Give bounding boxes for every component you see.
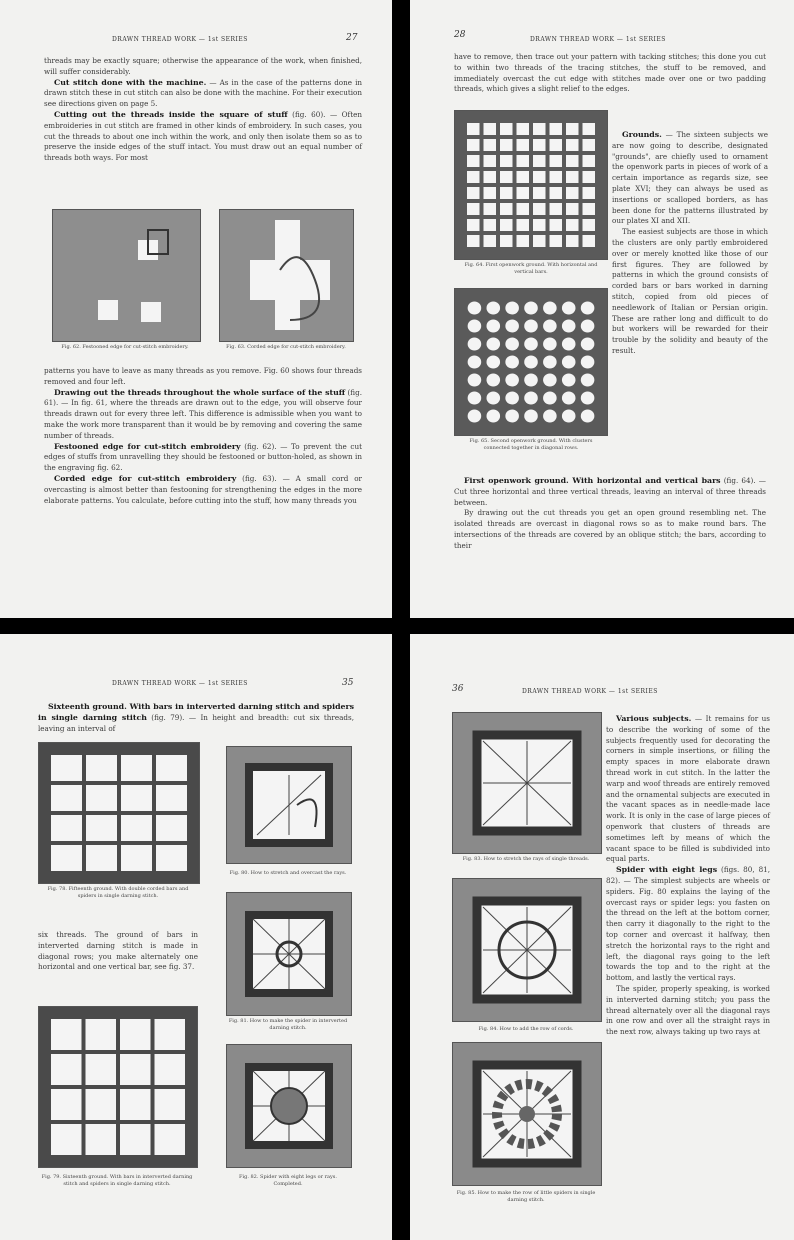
openwork-cell bbox=[566, 219, 579, 231]
paragraph: Cutting out the threads inside the square of stuff (fig. 60). — Often embroideries in cut stitch are framed in other kinds of embroidery. In such cases, you cut the threads to about one inch within the work, and only then isolate them so as to preserve the inside edges of the stuff intact. You must draw out an equal number of threads both ways. For most bbox=[44, 109, 362, 163]
openwork-cell bbox=[550, 187, 563, 199]
openwork-cell bbox=[468, 302, 482, 315]
openwork-cell bbox=[533, 235, 546, 247]
openwork-cell bbox=[500, 139, 513, 151]
paragraph: have to remove, then trace out your pattern with tacking stitches; this done you cut to within two threads of the tracing stitches, the stuff to be removed, and immediately overcast the cut edge with stitches made over one or two padding threads, which gives a slight relief to the edges. bbox=[454, 52, 766, 94]
openwork-cell bbox=[486, 410, 500, 423]
openwork-cell bbox=[517, 235, 530, 247]
caption-fig-81: Fig. 81. How to make the spider in interverted darning stitch. bbox=[228, 1018, 348, 1031]
text-lead bbox=[38, 702, 354, 734]
openwork-cell bbox=[500, 187, 513, 199]
paragraph: threads may be exactly square; otherwise the appearance of the work, when finished, will suffer considerably. bbox=[44, 56, 362, 76]
text-tail bbox=[454, 476, 766, 552]
caption-fig-85: Fig. 85. How to make the row of little spiders in single darning stitch. bbox=[456, 1190, 596, 1203]
openwork-cell bbox=[566, 123, 579, 135]
openwork-cell bbox=[583, 219, 596, 231]
openwork-cell bbox=[583, 139, 596, 151]
openwork-cell bbox=[533, 203, 546, 215]
openwork-cell bbox=[517, 203, 530, 215]
openwork-cell bbox=[550, 235, 563, 247]
openwork-cell bbox=[468, 374, 482, 387]
openwork-cell bbox=[468, 320, 482, 333]
paragraph: Spider with eight legs (figs. 80, 81, 82). — The simplest subjects are wheels or spiders. Fig. 80 explains the laying of the overcast rays or spider legs: you fasten on the thread on the left at the bottom corner, then carry it diagonally to the right to the top corner and overcast it halfway, then stretch the horizontal rays to the right and left, the diagonal rays going to the left towards the top and to the right at the bottom, and lastly the vertical rays. bbox=[606, 865, 771, 983]
paragraph: Festooned edge for cut-stitch embroidery (fig. 62). — To prevent the cut edges of stuffs from unravelling they should be festooned or button-holed, as shown in the engraving fig. 62. bbox=[44, 441, 362, 473]
openwork-cell bbox=[468, 410, 482, 423]
caption-fig-82: Fig. 82. Spider with eight legs or rays. Completed. bbox=[239, 1174, 337, 1187]
figure-85 bbox=[452, 1042, 602, 1186]
openwork-cell bbox=[484, 123, 497, 135]
caption-fig-83: Fig. 83. How to stretch the rays of single threads. bbox=[462, 856, 590, 862]
openwork-cell bbox=[566, 139, 579, 151]
openwork-cell bbox=[505, 338, 519, 351]
paragraph: Corded edge for cut-stitch embroidery (fig. 63). — A small cord or overcasting is almost better than festooning for strengthening the edges in the more elaborate patterns. You calculate, before cutting into the stuff, how many threads you bbox=[44, 473, 362, 505]
text-block-bottom bbox=[44, 366, 362, 506]
caption-fig-79: Fig. 79. Sixteenth ground. With bars in interverted darning stitch and spiders in single darning stitch. bbox=[41, 1174, 193, 1187]
openwork-cell bbox=[517, 155, 530, 167]
openwork-cell bbox=[543, 320, 557, 333]
page-number: 36 bbox=[452, 684, 464, 694]
openwork-cell bbox=[467, 171, 480, 183]
openwork-cell bbox=[581, 356, 595, 369]
openwork-cell bbox=[484, 187, 497, 199]
openwork-cell bbox=[484, 235, 497, 247]
running-header: DRAWN THREAD WORK — 1st SERIES bbox=[530, 36, 666, 43]
openwork-cell bbox=[86, 815, 117, 841]
openwork-cell bbox=[550, 171, 563, 183]
page-number: 28 bbox=[454, 30, 466, 40]
openwork-cell bbox=[120, 1124, 151, 1155]
openwork-cell bbox=[533, 139, 546, 151]
openwork-cell bbox=[524, 392, 538, 405]
running-header: DRAWN THREAD WORK — 1st SERIES bbox=[522, 688, 658, 695]
paragraph: The easiest subjects are those in which the clusters are only partly embroidered over or merely knotted like those of our first figures. They are followed by patterns in which the ground consists of corded bars or bars worked in darning stitch, copied from old pieces of needlework of Italian or Persian origin. These are rather long and difficult to do but workers will be rewarded for their trouble by the solidity and beauty of the result. bbox=[612, 227, 768, 355]
openwork-cell bbox=[484, 203, 497, 215]
figure-79 bbox=[38, 1006, 198, 1168]
paragraph: six threads. The ground of bars in interverted darning stitch is made in diagonal rows; you make alternately one horizontal and one vertical bar, see fig. 37. bbox=[38, 930, 198, 972]
openwork-cell bbox=[562, 356, 576, 369]
openwork-cell bbox=[51, 1054, 82, 1085]
openwork-cell bbox=[120, 1089, 151, 1120]
openwork-cell bbox=[543, 410, 557, 423]
openwork-cell bbox=[566, 203, 579, 215]
openwork-cell bbox=[581, 410, 595, 423]
openwork-cell bbox=[121, 815, 152, 841]
openwork-cell bbox=[86, 845, 117, 871]
openwork-cell bbox=[543, 302, 557, 315]
openwork-cell bbox=[517, 187, 530, 199]
openwork-cell bbox=[550, 203, 563, 215]
paragraph: Various subjects. — It remains for us to describe the working of some of the subjects frequently used for decorating the corners in simple insertions, or filling the empty spaces in more elaborate drawn thread work in cut stitch. In the latter the warp and woof threads are entirely removed and the ornamental subjects are executed in the vacant spaces as in needle-made lace work. It is only in the case of large pieces of openwork that clusters of threads are sometimes left by means of which the vacant space to be filled is subdivided into equal parts. bbox=[606, 714, 770, 864]
openwork-cell bbox=[533, 171, 546, 183]
openwork-cell bbox=[581, 392, 595, 405]
openwork-cell bbox=[517, 219, 530, 231]
openwork-cell bbox=[505, 356, 519, 369]
openwork-cell bbox=[156, 785, 187, 811]
openwork-cell bbox=[543, 374, 557, 387]
openwork-cell bbox=[500, 235, 513, 247]
openwork-cell bbox=[533, 219, 546, 231]
figure-84 bbox=[452, 878, 602, 1022]
page-36 bbox=[410, 634, 794, 1240]
openwork-cell bbox=[562, 410, 576, 423]
openwork-cell bbox=[468, 392, 482, 405]
openwork-cell bbox=[533, 123, 546, 135]
openwork-cell bbox=[156, 815, 187, 841]
text-block-top bbox=[44, 56, 362, 164]
openwork-cell bbox=[121, 785, 152, 811]
openwork-cell bbox=[155, 1019, 186, 1050]
openwork-cell bbox=[583, 123, 596, 135]
caption-fig-80: Fig. 80. How to stretch and overcast the rays. bbox=[229, 870, 347, 876]
text-side bbox=[606, 714, 770, 1038]
figure-82 bbox=[226, 1044, 352, 1168]
openwork-cell bbox=[484, 139, 497, 151]
figure-65 bbox=[454, 288, 608, 436]
openwork-cell bbox=[505, 320, 519, 333]
openwork-cell bbox=[500, 203, 513, 215]
openwork-cell bbox=[51, 1019, 82, 1050]
openwork-cell bbox=[517, 123, 530, 135]
paragraph: Sixteenth ground. With bars in interverted darning stitch and spiders in single darning stitch (fig. 79). — In height and breadth: cut six threads, leaving an interval of bbox=[38, 702, 354, 733]
openwork-cell bbox=[51, 755, 82, 781]
openwork-cell bbox=[566, 187, 579, 199]
openwork-cell bbox=[121, 755, 152, 781]
openwork-cell bbox=[156, 845, 187, 871]
caption-fig-64: Fig. 64. First openwork ground. With horizontal and vertical bars. bbox=[464, 262, 598, 275]
figure-62 bbox=[52, 209, 201, 342]
openwork-cell bbox=[468, 338, 482, 351]
openwork-cell bbox=[155, 1124, 186, 1155]
openwork-cell bbox=[86, 1124, 117, 1155]
openwork-cell bbox=[156, 755, 187, 781]
text-intro bbox=[454, 52, 766, 95]
openwork-cell bbox=[86, 1089, 117, 1120]
openwork-cell bbox=[533, 155, 546, 167]
figure-83 bbox=[452, 712, 602, 854]
paragraph: Grounds. — The sixteen subjects we are now going to describe, designated "grounds", are chiefly used to ornament the openwork parts in pieces of work of a certain importance as regards size, see plate XVI; they can always be used as insertions or scalloped borders, as has been done for the patterns illustrated by our plates XI and XII. bbox=[612, 130, 768, 226]
openwork-cell bbox=[543, 392, 557, 405]
page-number: 27 bbox=[346, 33, 358, 43]
openwork-cell bbox=[581, 374, 595, 387]
openwork-cell bbox=[467, 203, 480, 215]
openwork-cell bbox=[505, 410, 519, 423]
openwork-cell bbox=[581, 338, 595, 351]
text-mid bbox=[38, 930, 198, 973]
running-header: DRAWN THREAD WORK — 1st SERIES bbox=[112, 36, 248, 43]
openwork-cell bbox=[524, 356, 538, 369]
openwork-cell bbox=[524, 320, 538, 333]
openwork-cell bbox=[86, 1019, 117, 1050]
openwork-cell bbox=[486, 374, 500, 387]
openwork-cell bbox=[562, 338, 576, 351]
openwork-cell bbox=[583, 187, 596, 199]
openwork-cell bbox=[543, 356, 557, 369]
openwork-cell bbox=[86, 785, 117, 811]
openwork-cell bbox=[517, 171, 530, 183]
openwork-cell bbox=[566, 155, 579, 167]
openwork-cell bbox=[562, 302, 576, 315]
openwork-cell bbox=[467, 187, 480, 199]
openwork-cell bbox=[583, 155, 596, 167]
openwork-cell bbox=[550, 139, 563, 151]
openwork-cell bbox=[524, 410, 538, 423]
running-header: DRAWN THREAD WORK — 1st SERIES bbox=[112, 680, 248, 687]
openwork-cell bbox=[566, 171, 579, 183]
figure-78 bbox=[38, 742, 200, 884]
openwork-cell bbox=[467, 123, 480, 135]
caption-fig-62: Fig. 62. Festooned edge for cut-stitch embroidery. bbox=[61, 344, 189, 350]
openwork-cell bbox=[505, 392, 519, 405]
openwork-cell bbox=[486, 356, 500, 369]
caption-fig-63: Fig. 63. Corded edge for cut-stitch embroidery. bbox=[226, 344, 346, 350]
openwork-cell bbox=[583, 171, 596, 183]
openwork-cell bbox=[484, 155, 497, 167]
openwork-cell bbox=[484, 219, 497, 231]
openwork-cell bbox=[484, 171, 497, 183]
caption-fig-65: Fig. 65. Second openwork ground. With clusters connected together in diagonal rows. bbox=[469, 438, 593, 451]
openwork-cell bbox=[524, 302, 538, 315]
caption-fig-78: Fig. 78. Fifteenth ground. With double corded bars and spiders in single darning stitch. bbox=[47, 886, 189, 899]
openwork-cell bbox=[583, 203, 596, 215]
openwork-cell bbox=[120, 1054, 151, 1085]
openwork-cell bbox=[486, 302, 500, 315]
openwork-cell bbox=[51, 1124, 82, 1155]
caption-fig-84: Fig. 84. How to add the row of cords. bbox=[478, 1026, 574, 1032]
openwork-cell bbox=[550, 219, 563, 231]
openwork-cell bbox=[120, 1019, 151, 1050]
openwork-cell bbox=[583, 235, 596, 247]
openwork-cell bbox=[467, 155, 480, 167]
page-number: 35 bbox=[342, 678, 354, 688]
openwork-cell bbox=[500, 219, 513, 231]
openwork-cell bbox=[581, 302, 595, 315]
openwork-cell bbox=[505, 302, 519, 315]
openwork-cell bbox=[517, 139, 530, 151]
openwork-cell bbox=[51, 815, 82, 841]
page-28 bbox=[410, 0, 794, 618]
openwork-cell bbox=[550, 123, 563, 135]
openwork-cell bbox=[51, 1089, 82, 1120]
paragraph: Drawing out the threads throughout the whole surface of the stuff (fig. 61). — In fig. 61, where the threads are drawn out to the edge, you will observe four threads drawn out for every three left. This difference is admissible when you want to make the work more transparent than it would be by removing and covering the same number of threads. bbox=[44, 387, 362, 440]
paragraph: Cut stitch done with the machine. — As in the case of the patterns done in drawn stitch these in cut stitch can also be done with the machine. For their execution see directions given on page 5. bbox=[44, 77, 362, 109]
openwork-cell bbox=[543, 338, 557, 351]
paragraph: First openwork ground. With horizontal and vertical bars (fig. 64). — Cut three horizontal and three vertical threads, leaving an interval of three threads between. bbox=[454, 476, 766, 507]
openwork-cell bbox=[562, 392, 576, 405]
openwork-cell bbox=[524, 374, 538, 387]
figure-64 bbox=[454, 110, 608, 260]
openwork-cell bbox=[581, 320, 595, 333]
paragraph: patterns you have to leave as many threads as you remove. Fig. 60 shows four threads removed and four left. bbox=[44, 366, 362, 386]
openwork-cell bbox=[467, 235, 480, 247]
openwork-cell bbox=[562, 374, 576, 387]
figure-63 bbox=[219, 209, 354, 342]
paragraph: The spider, properly speaking, is worked in interverted darning stitch; you pass the thread alternately over all the diagonal rays in one row and over all the straight rays in the next row, always taking up two rays at bbox=[606, 983, 770, 1037]
openwork-cell bbox=[500, 171, 513, 183]
openwork-cell bbox=[51, 845, 82, 871]
openwork-cell bbox=[550, 155, 563, 167]
openwork-cell bbox=[486, 392, 500, 405]
openwork-cell bbox=[533, 187, 546, 199]
openwork-cell bbox=[486, 338, 500, 351]
openwork-cell bbox=[524, 338, 538, 351]
openwork-cell bbox=[500, 155, 513, 167]
openwork-cell bbox=[51, 785, 82, 811]
openwork-cell bbox=[566, 235, 579, 247]
figure-80 bbox=[226, 746, 352, 864]
page-27 bbox=[0, 0, 392, 618]
openwork-cell bbox=[467, 219, 480, 231]
openwork-cell bbox=[500, 123, 513, 135]
openwork-cell bbox=[468, 356, 482, 369]
openwork-cell bbox=[86, 1054, 117, 1085]
page-35 bbox=[0, 634, 392, 1240]
openwork-cell bbox=[155, 1054, 186, 1085]
paragraph: By drawing out the cut threads you get an open ground resembling net. The isolated threads are overcast in diagonal rows so as to make round bars. The intersections of the threads are covered by an oblique stitch; the bars, according to their bbox=[454, 508, 766, 550]
openwork-cell bbox=[86, 755, 117, 781]
openwork-cell bbox=[562, 320, 576, 333]
figure-81 bbox=[226, 892, 352, 1016]
openwork-cell bbox=[505, 374, 519, 387]
openwork-cell bbox=[486, 320, 500, 333]
openwork-cell bbox=[155, 1089, 186, 1120]
openwork-cell bbox=[467, 139, 480, 151]
text-side bbox=[612, 130, 768, 357]
openwork-cell bbox=[121, 845, 152, 871]
